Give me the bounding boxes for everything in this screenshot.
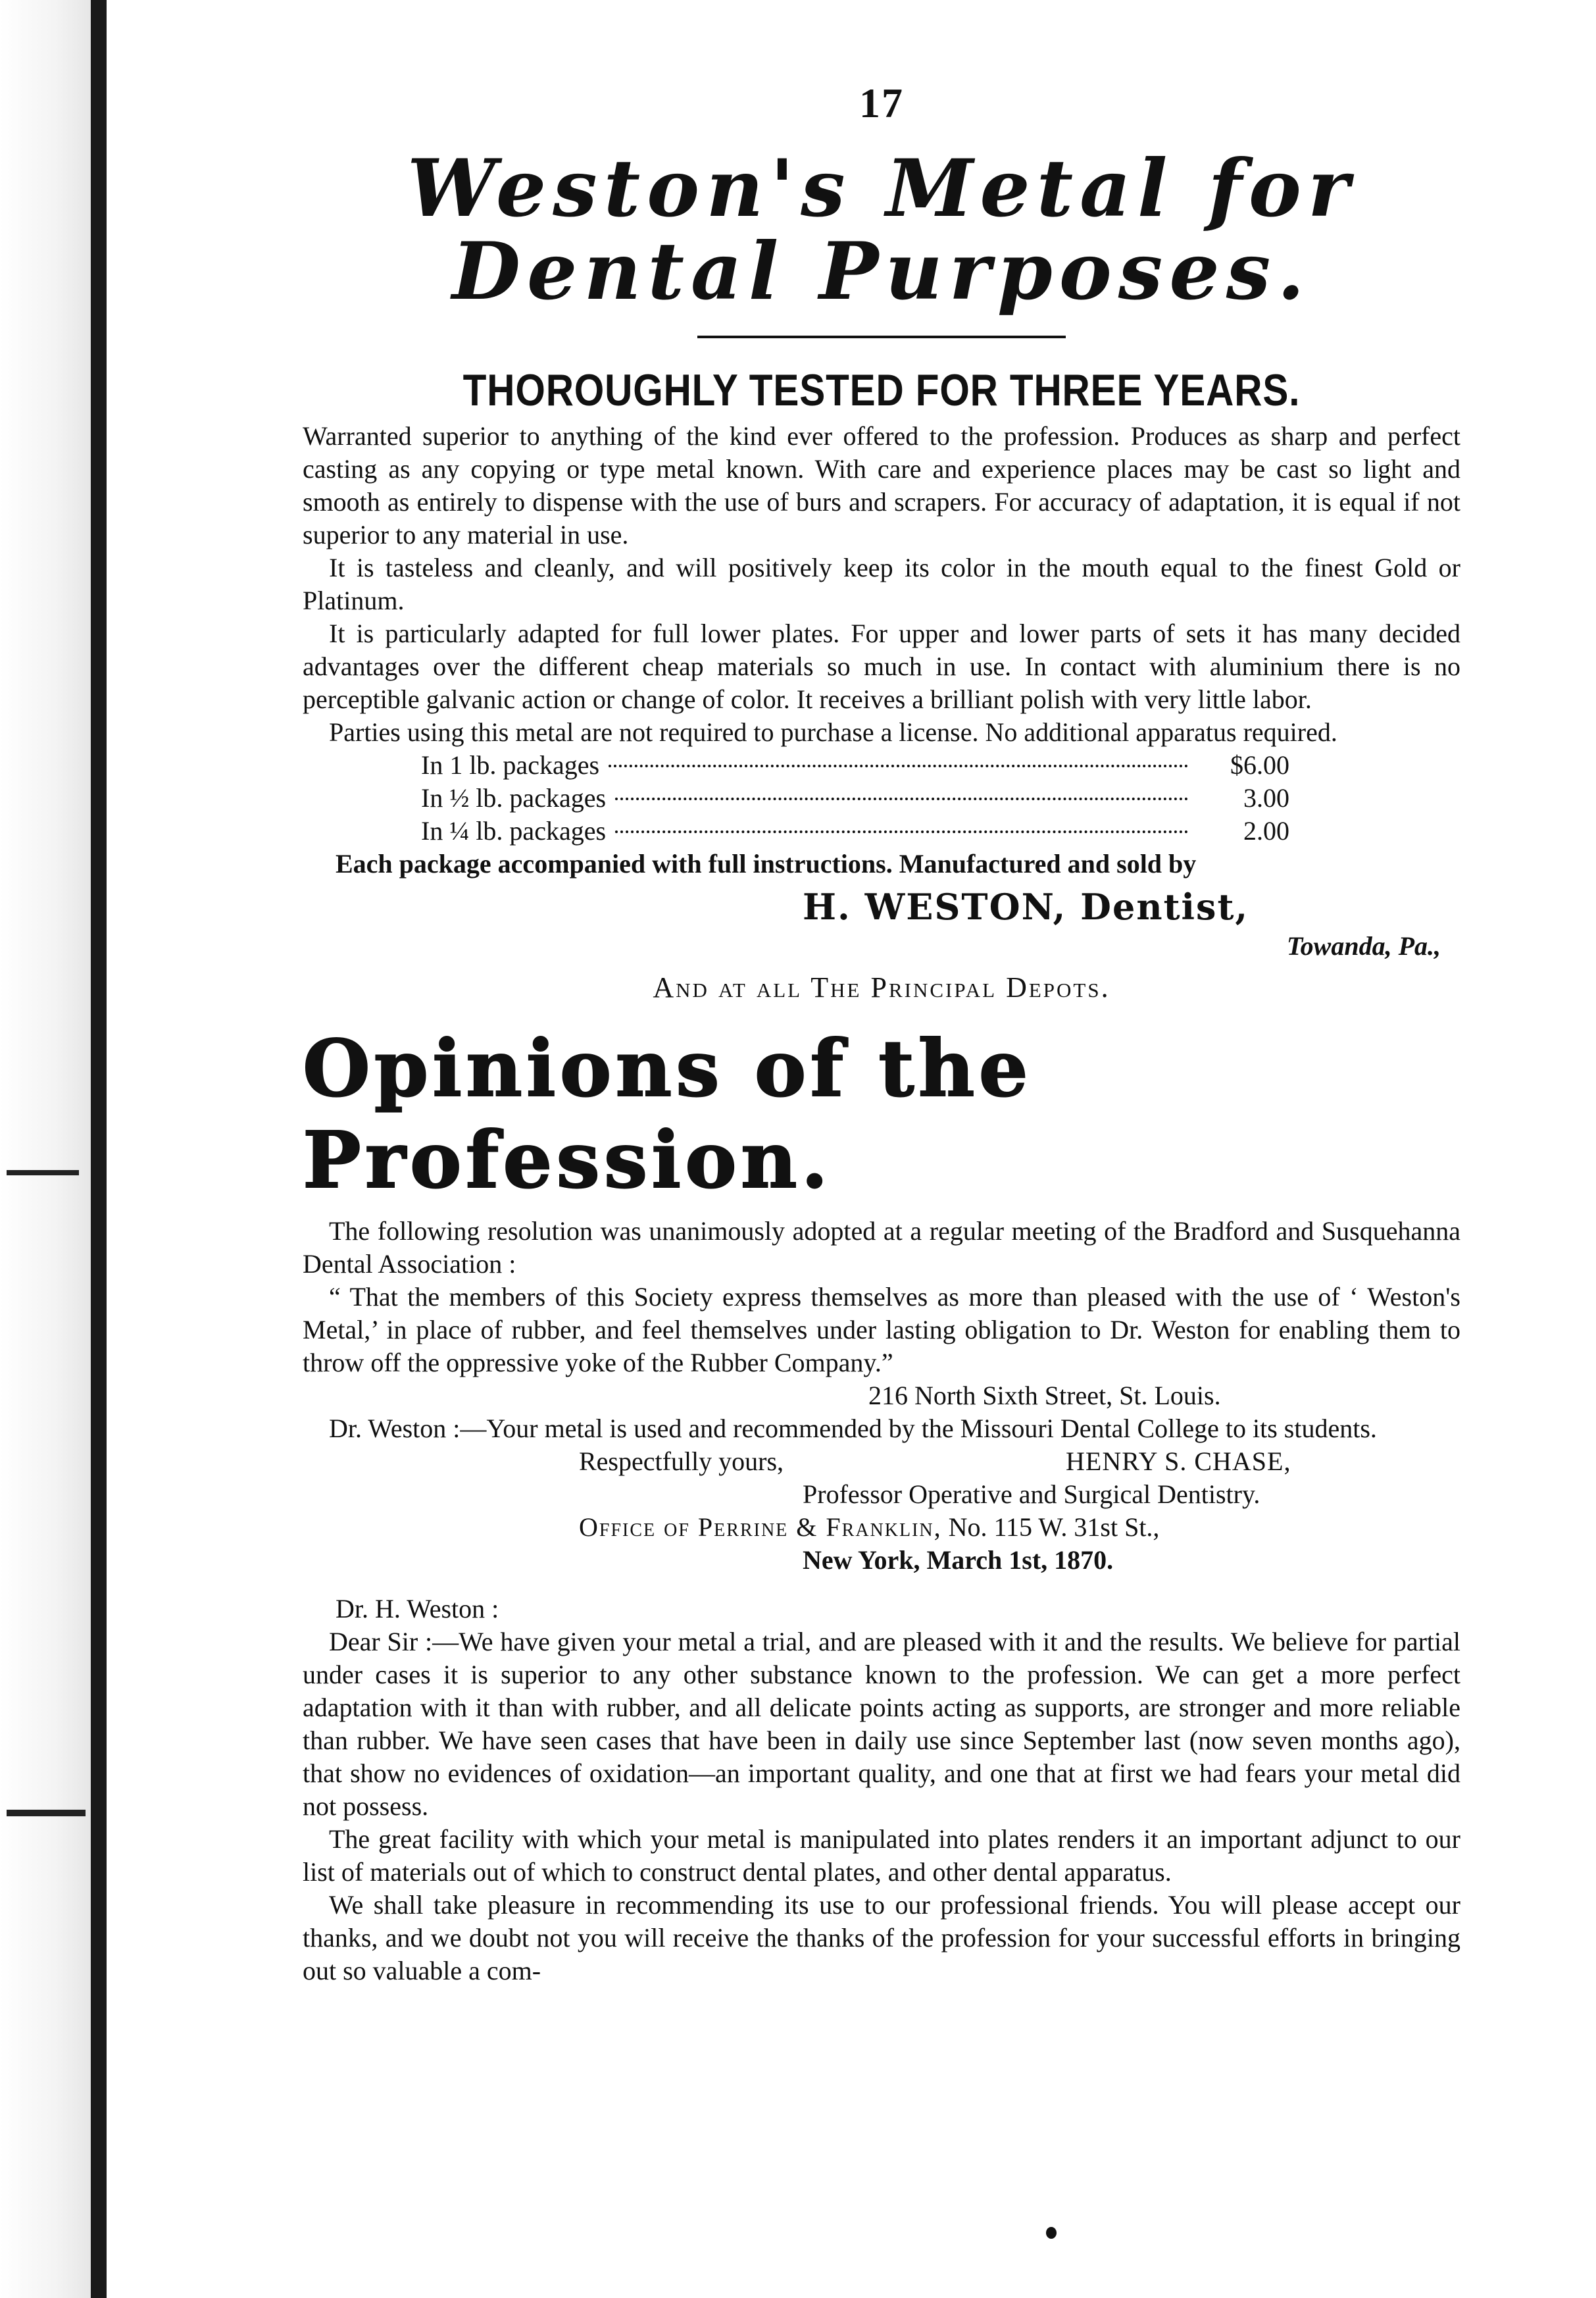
page-footer-dot xyxy=(1046,2227,1057,2239)
seller-name: H. WESTON, Dentist, xyxy=(803,886,1249,928)
advert-paragraph-2: It is tasteless and cleanly, and will positively keep its color in the mouth equal to the finest Gold or Platinum. xyxy=(303,553,1460,615)
binding-tab-lower xyxy=(7,1810,86,1816)
price-value: 2.00 xyxy=(1243,816,1289,846)
title-rule xyxy=(697,336,1066,338)
price-row xyxy=(421,782,1289,815)
price-value: $6.00 xyxy=(1230,750,1289,780)
advert-paragraph-1: Warranted superior to anything of the kind ever offered to the profession. Produces as sharp and perfect casting as any copying or type metal known. With care and experience places may be cast so light and smooth as entirely to dispense with the use of burs and scrapers. For accuracy of adaptation, it is equal if not superior to any material in use. xyxy=(303,421,1460,549)
price-item: In ¼ lb. packages xyxy=(421,816,607,846)
letter2-office-address: No. 115 W. 31st St., xyxy=(948,1512,1160,1542)
letter2-paragraph-1: Dear Sir :—We have given your metal a trial, and are pleased with it and the results. We believe for partial under cases it is superior to any other substance known to the profession. We can get a more perfect adaptation with it than with rubber, and all delicate points acting as supports, are stronger and more reliable than rubber. We have seen cases that have been in daily use since September last (now seven months ago), that show no evidences of oxidation—an important quality, and one that at first we had fears your metal did not possess. xyxy=(303,1627,1460,1821)
page-edge-shading xyxy=(0,0,91,2298)
letter2-paragraph-3: We shall take pleasure in recommending its use to our professional friends. You will please accept our thanks, and we doubt not you will receive the thanks of the profession for your successful efforts in bringing out so valuable a com- xyxy=(303,1890,1460,1985)
document-page xyxy=(303,79,1460,1987)
advert-title: Weston's Metal for Dental Purposes. xyxy=(407,142,1357,318)
letter2-office xyxy=(579,1511,1460,1544)
price-list xyxy=(421,749,1289,848)
letter1-closing: Respectfully yours, xyxy=(579,1446,784,1476)
opinions-heading: Opinions of the Profession. xyxy=(303,1023,1032,1206)
letter1-body: Dr. Weston :—Your metal is used and recommended by the Missouri Dental College to its students. xyxy=(329,1414,1377,1443)
price-row xyxy=(421,749,1289,782)
depots-line: And at all The Principal Depots. xyxy=(653,971,1110,1004)
price-item: In ½ lb. packages xyxy=(421,783,607,813)
price-value: 3.00 xyxy=(1243,783,1289,813)
price-item: In 1 lb. packages xyxy=(421,750,600,780)
letter1-signature xyxy=(303,1445,1460,1511)
letter1-signer: HENRY S. CHASE, xyxy=(1066,1446,1291,1476)
letter2-paragraph-2: The great facility with which your metal is manipulated into plates renders it an important adjunct to our list of materials out of which to construct dental plates, and other dental apparatus. xyxy=(303,1824,1460,1887)
seller-town: Towanda, Pa., xyxy=(1286,931,1441,961)
letter2-addressee: Dr. H. Weston : xyxy=(336,1594,499,1623)
advert-paragraph-4: Parties using this metal are not required to purchase a license. No additional apparatus required. xyxy=(329,717,1337,747)
opinions-intro: The following resolution was unanimously adopted at a regular meeting of the Bradford and Susquehanna Dental Association : xyxy=(303,1216,1460,1279)
package-note: Each package accompanied with full instructions. Manufactured and sold by xyxy=(336,849,1197,879)
letter2-date: New York, March 1st, 1870. xyxy=(803,1545,1114,1575)
page-number: 17 xyxy=(859,80,904,126)
price-leader-dots xyxy=(615,830,1188,833)
binding-strip xyxy=(91,0,107,2298)
letter2-office-name: Office of Perrine & Franklin, xyxy=(579,1512,942,1542)
price-row xyxy=(421,815,1289,848)
letter1-address: 216 North Sixth Street, St. Louis. xyxy=(868,1381,1221,1410)
price-leader-dots xyxy=(609,765,1188,767)
advert-paragraph-3: It is particularly adapted for full lower plates. For upper and lower parts of sets it has many decided advantages over the different cheap materials so much in use. In contact with aluminium there is no perceptible galvanic action or change of color. It receives a brilliant polish with very little labor. xyxy=(303,619,1460,714)
price-leader-dots xyxy=(615,798,1188,800)
binding-tab-upper xyxy=(7,1170,79,1175)
resolution-quote: “ That the members of this Society express themselves as more than pleased with the use of ‘ Weston's Metal,’ in place of rubber, and feel themselves under lasting obligation to Dr. Weston for enabling them to throw off the oppressive yoke of the Rubber Company.” xyxy=(303,1282,1460,1377)
advert-headline: THOROUGHLY TESTED FOR THREE YEARS. xyxy=(462,365,1301,415)
letter1-signer-title: Professor Operative and Surgical Dentistry. xyxy=(803,1479,1260,1509)
signature-row xyxy=(303,1445,1460,1478)
